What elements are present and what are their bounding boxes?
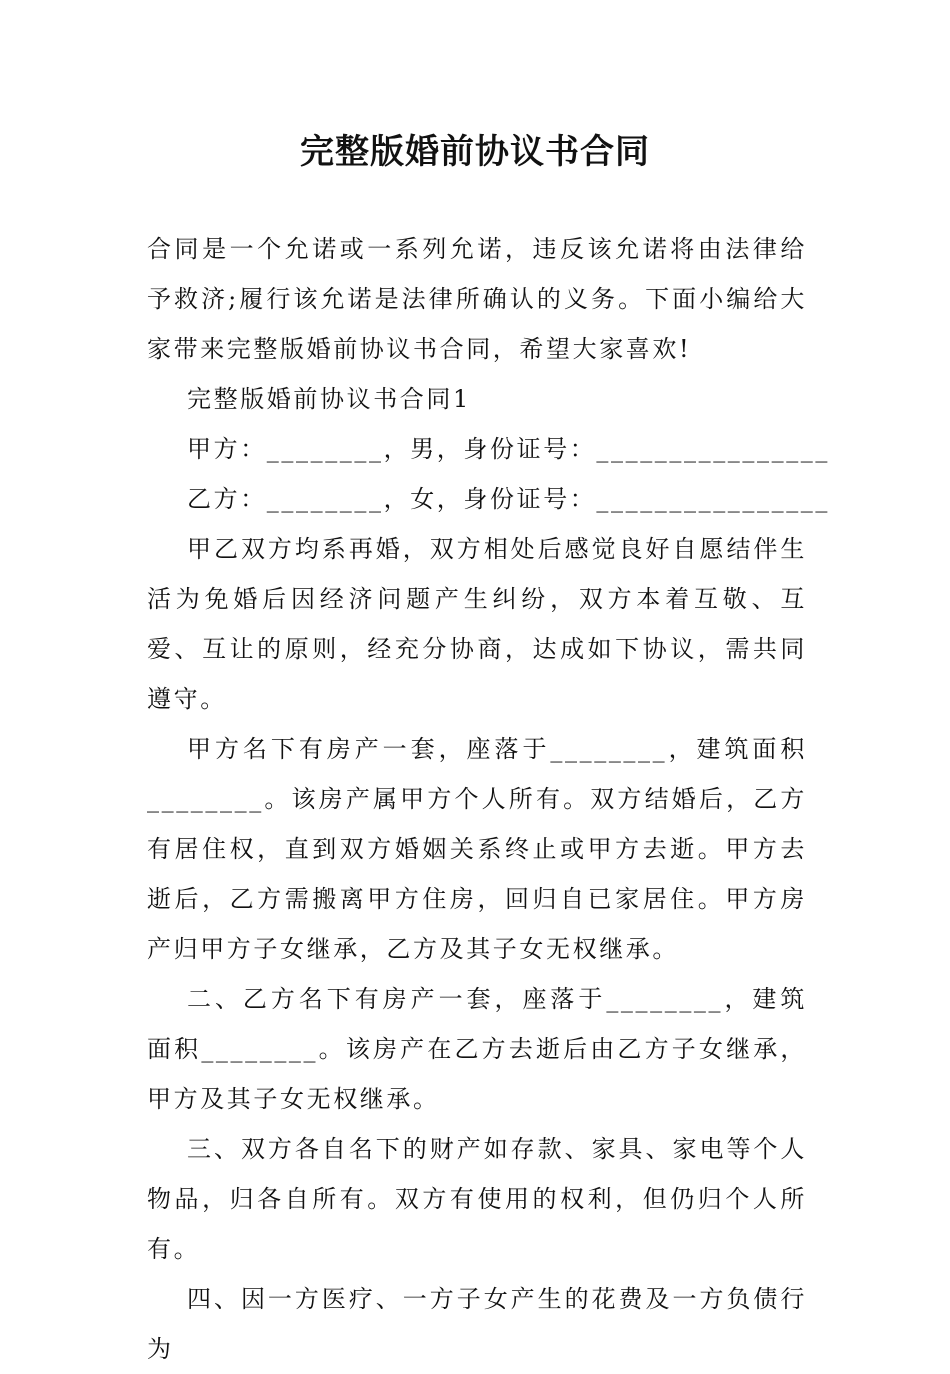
intro-paragraph: 合同是一个允诺或一系列允诺，违反该允诺将由法律给予救济;履行该允诺是法律所确认的义务。下面小编给大家带来完整版婚前协议书合同，希望大家喜欢! [147, 235, 807, 363]
section-heading: 完整版婚前协议书合同1 [187, 385, 471, 413]
document-body [147, 224, 830, 1374]
party-a-line: 甲方：________，男，身份证号：________________ [187, 435, 830, 463]
clause-3-paragraph: 三、双方各自名下的财产如存款、家具、家电等个人物品，归各自所有。双方有使用的权利，但仍归个人所有。 [147, 1135, 807, 1263]
clause-1-paragraph: 甲方名下有房产一套，座落于________，建筑面积________。该房产属甲方个人所有。双方结婚后，乙方有居住权，直到双方婚姻关系终止或甲方去逝。甲方去逝后，乙方需搬离甲方住房，回归自已家居住。甲方房产归甲方子女继承，乙方及其子女无权继承。 [147, 735, 807, 963]
clause-2-paragraph: 二、乙方名下有房产一套，座落于________，建筑面积________。该房产在乙方去逝后由乙方子女继承，甲方及其子女无权继承。 [147, 985, 807, 1113]
document-title: 完整版婚前协议书合同 [300, 132, 650, 172]
preamble-paragraph: 甲乙双方均系再婚，双方相处后感觉良好自愿结伴生活为免婚后因经济问题产生纠纷，双方本着互敬、互爱、互让的原则，经充分协商，达成如下协议，需共同遵守。 [147, 535, 807, 713]
clause-4-paragraph: 四、因一方医疗、一方子女产生的花费及一方负债行为 [147, 1285, 807, 1363]
party-b-line: 乙方：________，女，身份证号：________________ [187, 485, 830, 513]
